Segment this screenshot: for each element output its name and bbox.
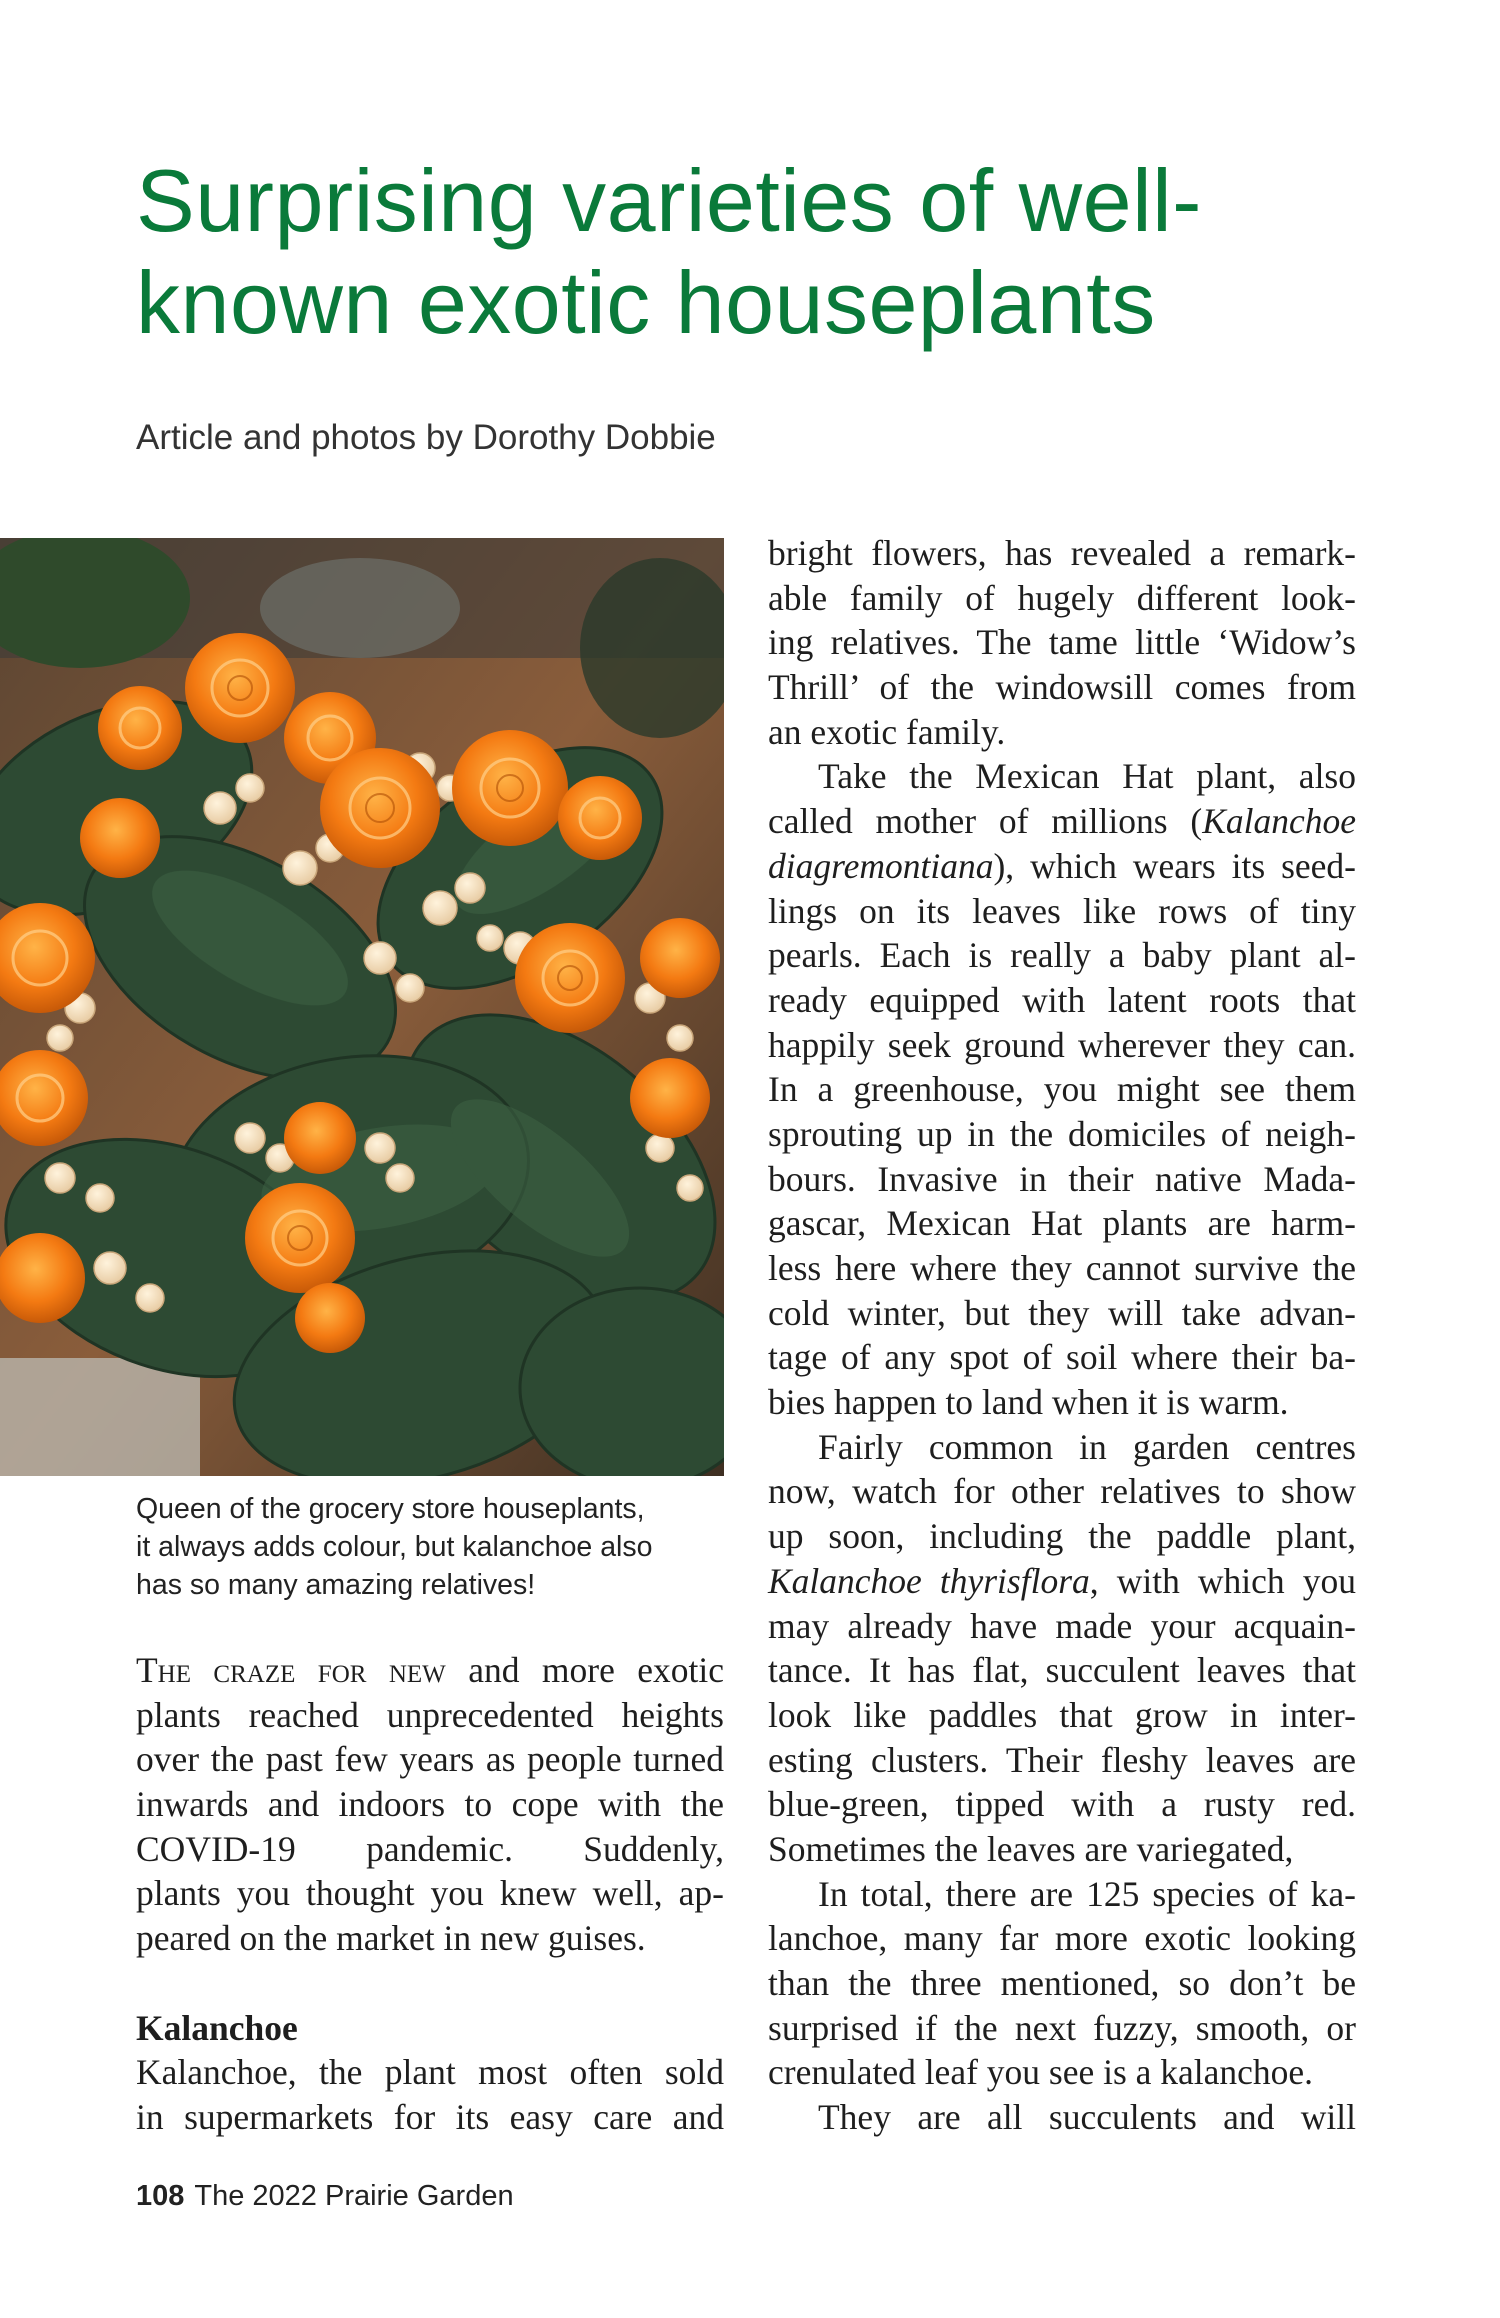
body-line: lanchoe, many far more exotic looking bbox=[768, 1918, 1356, 1959]
body-line: less here where they cannot survive the bbox=[768, 1248, 1356, 1288]
body-line: In total, there are 125 species of ka- bbox=[818, 1873, 1356, 1914]
body-line: gascar, Mexican Hat plants are harm- bbox=[768, 1203, 1356, 1244]
body-line: bies happen to land when it is warm. bbox=[768, 1382, 1289, 1423]
body-line: COVID-19 pandemic. Suddenly, bbox=[136, 1828, 724, 1869]
text-run: called mother of millions ( bbox=[768, 801, 1203, 842]
title-line: known exotic houseplants bbox=[136, 253, 1156, 352]
body-line: sprouting up in the domiciles of neigh- bbox=[768, 1113, 1356, 1154]
body-line: pearls. Each is really a baby plant al- bbox=[768, 935, 1356, 976]
publication-title: The 2022 Prairie Garden bbox=[194, 2180, 514, 2212]
body-column-left bbox=[136, 1648, 724, 2140]
article-title bbox=[136, 150, 1376, 354]
body-line: in supermarkets for its easy care and bbox=[136, 2096, 724, 2137]
body-line: blue-green, tipped with a rusty red. bbox=[768, 1784, 1356, 1825]
body-line: plants you thought you knew well, ap- bbox=[136, 1873, 724, 1914]
body-line bbox=[768, 1559, 1356, 1604]
body-line: may already have made your acquain- bbox=[768, 1605, 1356, 1646]
caption-line: has so many amazing relatives! bbox=[136, 1569, 536, 1601]
body-line: tage of any spot of soil where their ba- bbox=[768, 1337, 1356, 1378]
body-line bbox=[768, 799, 1356, 844]
title-line: Surprising varieties of well- bbox=[136, 151, 1202, 250]
caption-line: it always adds colour, but kalanchoe also bbox=[136, 1531, 653, 1563]
body-line: than the three mentioned, so don’t be bbox=[768, 1963, 1356, 2003]
intro-smallcaps: The craze for new bbox=[136, 1650, 446, 1690]
body-line: They are all succulents and will bbox=[818, 2097, 1356, 2138]
body-line: surprised if the next fuzzy, smooth, or bbox=[768, 2007, 1356, 2048]
body-line: happily seek ground wherever they can. bbox=[768, 1024, 1356, 1065]
body-line: over the past few years as people turned bbox=[136, 1739, 724, 1780]
body-line: bours. Invasive in their native Mada- bbox=[768, 1158, 1356, 1199]
body-line: tance. It has flat, succulent leaves that bbox=[768, 1650, 1356, 1691]
intro-line-rest: and more exotic bbox=[445, 1650, 725, 1690]
body-line: lings on its leaves like rows of tiny bbox=[768, 890, 1356, 931]
italic-species: Kalanchoe bbox=[1202, 801, 1356, 842]
text-run: ), which wears its seed- bbox=[993, 845, 1356, 886]
italic-species: diagremontiana bbox=[768, 845, 994, 886]
body-line: Sometimes the leaves are variegated, bbox=[768, 1828, 1294, 1869]
byline: Article and photos by Dorothy Dobbie bbox=[136, 418, 716, 457]
kalanchoe-photo bbox=[0, 538, 724, 1476]
body-line: peared on the market in new guises. bbox=[136, 1918, 646, 1959]
photo-caption bbox=[136, 1490, 736, 1604]
body-line: cold winter, but they will take advan- bbox=[768, 1292, 1356, 1333]
italic-species: Kalanchoe thyrisflora bbox=[768, 1560, 1090, 1601]
body-line: Thrill’ of the windowsill comes from bbox=[768, 667, 1356, 708]
body-line: able family of hugely different look- bbox=[768, 577, 1356, 618]
body-line bbox=[136, 1648, 724, 1693]
body-line: look like paddles that grow in inter- bbox=[768, 1694, 1356, 1735]
body-line bbox=[768, 844, 1356, 889]
text-run: , with which you bbox=[1089, 1560, 1356, 1601]
body-line: an exotic family. bbox=[768, 711, 1006, 752]
body-line: ing relatives. The tame little ‘Widow’s bbox=[768, 622, 1356, 663]
body-line: inwards and indoors to cope with the bbox=[136, 1784, 724, 1825]
body-line: now, watch for other relatives to show bbox=[768, 1471, 1356, 1512]
body-line: esting clusters. Their fleshy leaves are bbox=[768, 1739, 1356, 1780]
body-line: In a greenhouse, you might see them bbox=[768, 1069, 1356, 1110]
caption-line: Queen of the grocery store houseplants, bbox=[136, 1493, 645, 1525]
body-line: Kalanchoe, the plant most often sold bbox=[136, 2052, 724, 2093]
page-footer bbox=[136, 2180, 514, 2213]
page-number: 108 bbox=[136, 2180, 185, 2212]
body-line: bright flowers, has revealed a remark- bbox=[768, 533, 1356, 573]
body-line: Fairly common in garden centres bbox=[818, 1426, 1356, 1467]
section-heading: Kalanchoe bbox=[136, 2007, 298, 2048]
body-line: Take the Mexican Hat plant, also bbox=[818, 756, 1356, 797]
body-line: crenulated leaf you see is a kalanchoe. bbox=[768, 2052, 1314, 2093]
body-line: ready equipped with latent roots that bbox=[768, 979, 1356, 1020]
body-line: up soon, including the paddle plant, bbox=[768, 1516, 1356, 1557]
body-line: plants reached unprecedented heights bbox=[136, 1694, 724, 1735]
body-column-right bbox=[768, 531, 1356, 2140]
